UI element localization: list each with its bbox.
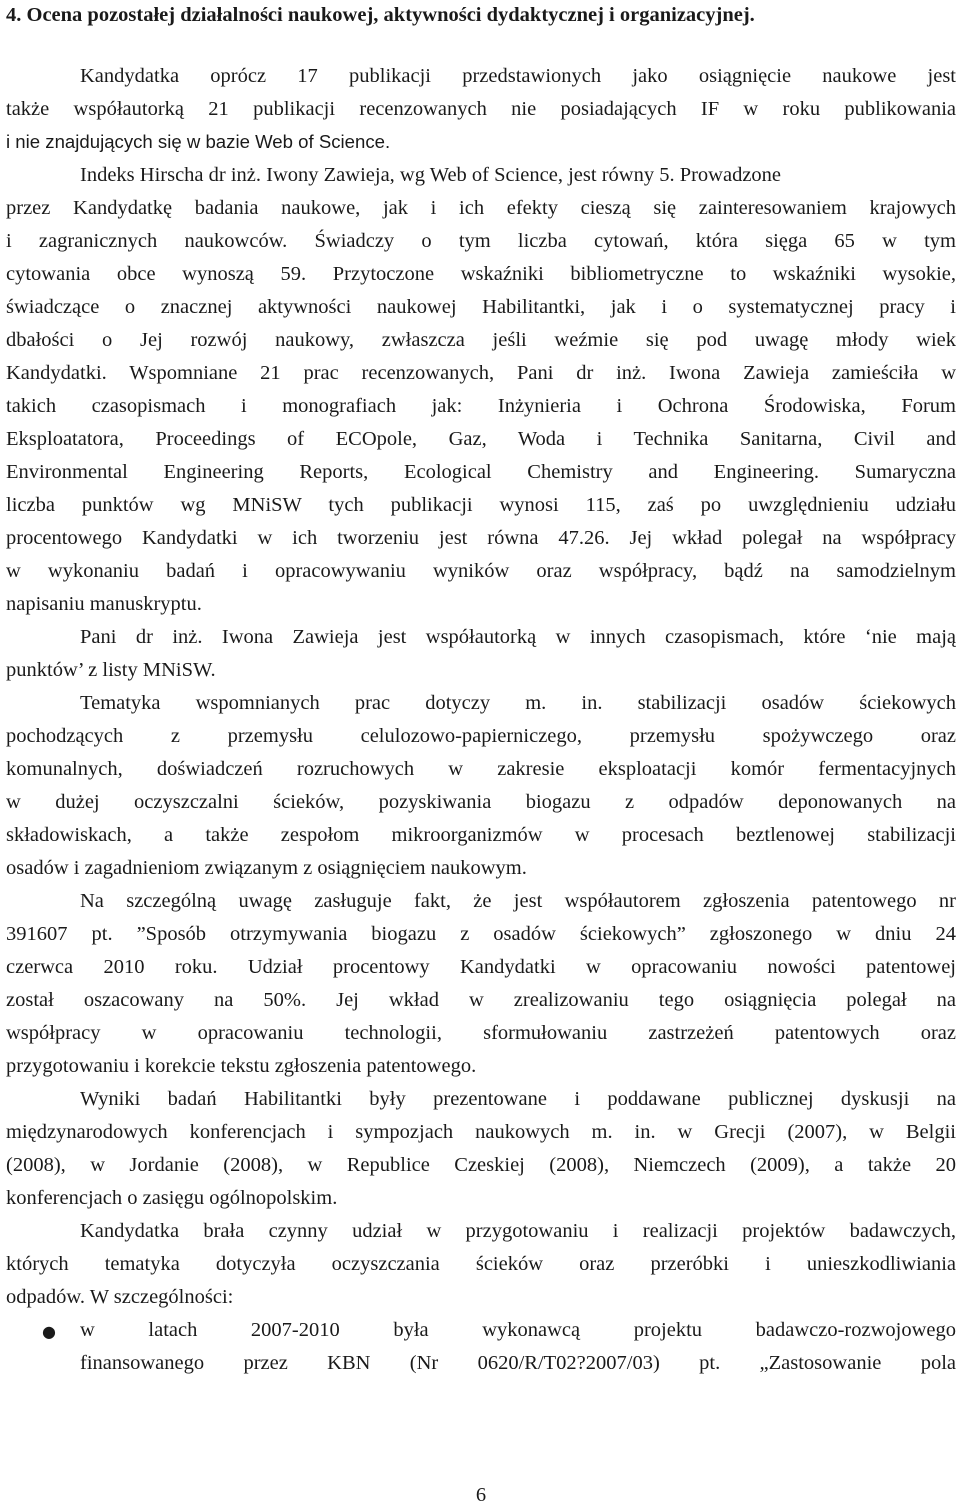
text-line: i zagranicznych naukowców. Świadczy o tym liczba cytowań, która sięga 65 w tym bbox=[6, 230, 956, 252]
text-line: liczba punktów wg MNiSW tych publikacji wynosi 115, zaś po uwzględnieniu udziału bbox=[6, 494, 956, 516]
text-line: osadów i zagadnieniom związanym z osiągnięciem naukowym. bbox=[6, 857, 527, 879]
text-line: Na szczególną uwagę zasługuje fakt, że jest współautorem zgłoszenia patentowego nr bbox=[80, 890, 956, 912]
text-line: współpracy w opracowaniu technologii, sformułowaniu zastrzeżeń patentowych oraz bbox=[6, 1022, 956, 1044]
text-line: których tematyka dotyczyła oczyszczania ścieków oraz przeróbki i unieszkodliwiania bbox=[6, 1253, 956, 1275]
text-line: świadczące o znacznej aktywności naukowej Habilitantki, jak i o systematycznej pracy i bbox=[6, 296, 956, 318]
text-line: 391607 pt. ”Sposób otrzymywania biogazu z osadów ściekowych” zgłoszonego w dniu 24 bbox=[6, 923, 956, 945]
text-line: czerwca 2010 roku. Udział procentowy Kandydatki w opracowaniu nowości patentowej bbox=[6, 956, 956, 978]
text-line: Pani dr inż. Iwona Zawieja jest współautorką w innych czasopismach, które ‘nie mają bbox=[80, 626, 956, 648]
text-line: i nie znajdujących się w bazie Web of Science. bbox=[6, 131, 391, 152]
text-line: Wyniki badań Habilitantki były prezentowane i poddawane publicznej dyskusji na bbox=[80, 1088, 956, 1110]
bullet-icon: ● bbox=[42, 1322, 56, 1341]
text-line: Environmental Engineering Reports, Ecological Chemistry and Engineering. Sumaryczna bbox=[6, 461, 956, 483]
text-line: w dużej oczyszczalni ścieków, pozyskiwania biogazu z odpadów deponowanych na bbox=[6, 791, 956, 813]
text-line: takich czasopismach i monografiach jak: Inżynieria i Ochrona Środowiska, Forum bbox=[6, 395, 956, 417]
text-line: Tematyka wspomnianych prac dotyczy m. in. stabilizacji osadów ściekowych bbox=[80, 692, 956, 714]
text-line: odpadów. W szczególności: bbox=[6, 1286, 234, 1308]
text-line: konferencjach o zasięgu ogólnopolskim. bbox=[6, 1187, 338, 1209]
text-line: także współautorką 21 publikacji recenzowanych nie posiadających IF w roku publikowania bbox=[6, 98, 956, 120]
list-item-line: w latach 2007-2010 była wykonawcą projektu badawczo-rozwojowego bbox=[80, 1319, 956, 1341]
text-line: Kandydatki. Wspomniane 21 prac recenzowanych, Pani dr inż. Iwona Zawieja zamieściła w bbox=[6, 362, 956, 384]
document-page bbox=[6, 0, 956, 1505]
text-line: Eksploatatora, Proceedings of ECOpole, Gaz, Woda i Technika Sanitarna, Civil and bbox=[6, 428, 956, 450]
text-line: procentowego Kandydatki w ich tworzeniu jest równa 47.26. Jej wkład polegał na współpracy bbox=[6, 527, 956, 549]
page-number: 6 bbox=[475, 1484, 487, 1506]
text-line: (2008), w Jordanie (2008), w Republice Czeskiej (2008), Niemczech (2009), a także 20 bbox=[6, 1154, 956, 1176]
text-line: Kandydatka brała czynny udział w przygotowaniu i realizacji projektów badawczych, bbox=[80, 1220, 956, 1242]
text-line: cytowania obce wynoszą 59. Przytoczone wskaźniki bibliometryczne to wskaźniki wysokie, bbox=[6, 263, 956, 285]
text-line: Kandydatka oprócz 17 publikacji przedstawionych jako osiągnięcie naukowe jest bbox=[80, 65, 956, 87]
text-line: przez Kandydatkę badania naukowe, jak i ich efekty cieszą się zainteresowaniem krajowych bbox=[6, 197, 956, 219]
text-line: w wykonaniu badań i opracowywaniu wyników oraz współpracy, bądź na samodzielnym bbox=[6, 560, 956, 582]
text-line: dbałości o Jej rozwój naukowy, zwłaszcza jeśli weźmie się pod uwagę młody wiek bbox=[6, 329, 956, 351]
text-line: międzynarodowych konferencjach i sympozjach naukowych m. in. w Grecji (2007), w Belgii bbox=[6, 1121, 956, 1143]
list-item-line: finansowanego przez KBN (Nr 0620/R/T02?2007/03) pt. „Zastosowanie pola bbox=[80, 1352, 956, 1374]
text-line: komunalnych, doświadczeń rozruchowych w zakresie eksploatacji komór fermentacyjnych bbox=[6, 758, 956, 780]
text-line: składowiskach, a także zespołom mikroorganizmów w procesach beztlenowej stabilizacji bbox=[6, 824, 956, 846]
text-line: Indeks Hirscha dr inż. Iwony Zawieja, wg Web of Science, jest równy 5. Prowadzone bbox=[80, 164, 782, 186]
text-line: punktów’ z listy MNiSW. bbox=[6, 659, 216, 681]
text-line: napisaniu manuskryptu. bbox=[6, 593, 202, 615]
text-line: pochodzących z przemysłu celulozowo-papierniczego, przemysłu spożywczego oraz bbox=[6, 725, 956, 747]
text-line: przygotowaniu i korekcie tekstu zgłoszenia patentowego. bbox=[6, 1055, 477, 1077]
text-line: został oszacowany na 50%. Jej wkład w zrealizowaniu tego osiągnięcia polegał na bbox=[6, 989, 956, 1011]
section-heading: 4. Ocena pozostałej działalności naukowej, aktywności dydaktycznej i organizacyjnej. bbox=[6, 4, 755, 26]
